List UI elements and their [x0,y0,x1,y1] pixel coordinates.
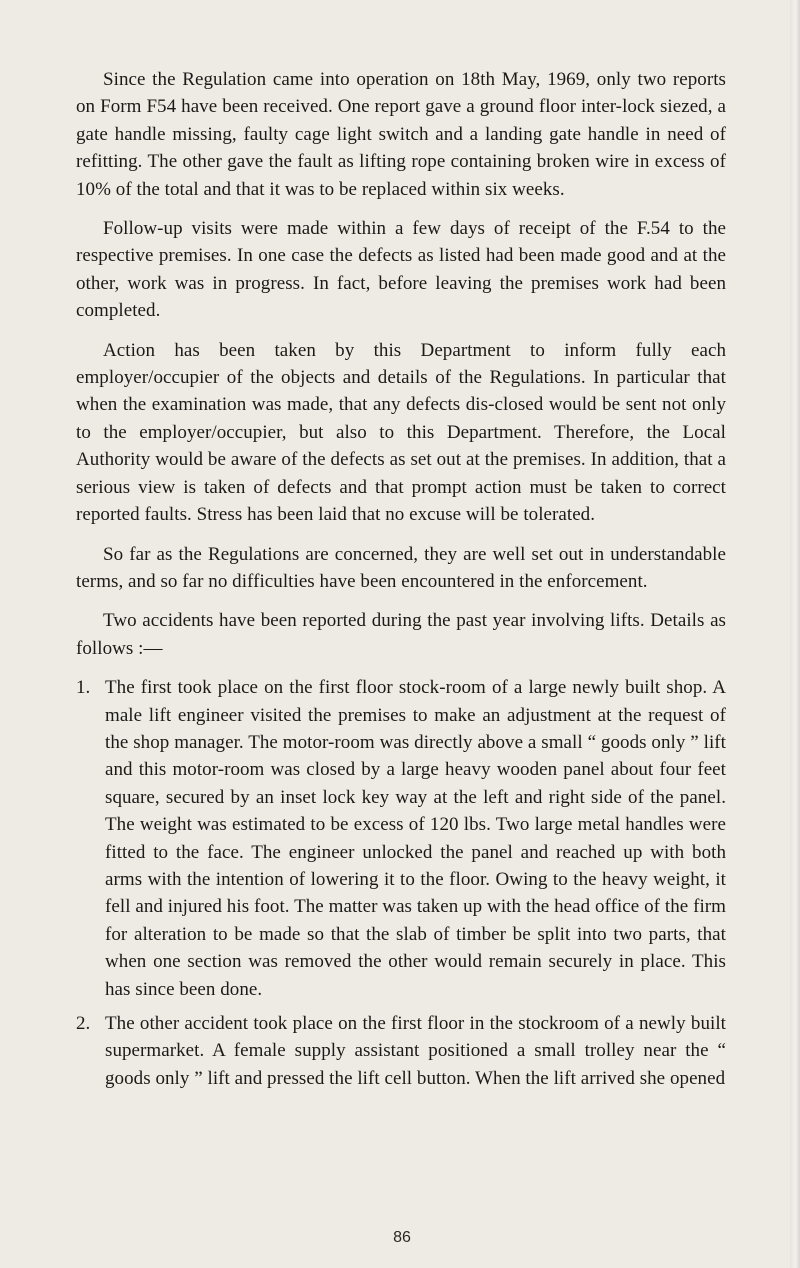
list-item-number: 1. [76,677,91,699]
accident-list [76,674,726,1092]
list-item-text: The other accident took place on the first floor in the stockroom of a newly built supermarket. A female supply assistant positioned a small trolley near the “ goods only ” lift and pressed the lift cell button. When the lift arrived she opened [105,1013,726,1089]
paragraph-follow-up-visits: Follow-up visits were made within a few days of receipt of the F.54 to the respective premises. In one case the defects as listed had been made good and at the other, work was in progress. In fact, before leaving the premises work had been completed. [76,218,726,322]
list-item-text: The first took place on the first floor stock-room of a large newly built shop. A male lift engineer visited the premises to make an adjustment at the request of the shop manager. The motor-room was directly above a small “ goods only ” lift and this motor-room was closed by a large heavy wooden panel about four feet square, secured by an inset lock key way at the left and right side of the panel. The weight was estimated to be excess of 120 lbs. Two large metal handles were fitted to the face. The engineer unlocked the panel and reached up with both arms with the intention of lowering it to the floor. Owing to the heavy weight, it fell and injured his foot. The matter was taken up with the head office of the firm for alteration to be made so that the slab of timber be split into two parts, that when one section was removed the other would remain securely in place. This has since been done. [105,677,726,1000]
paragraph-department-action: Action has been taken by this Department to inform fully each employer/occupier of the objects and details of the Regulations. In particular that when the examination was made, that any defects dis-closed would be sent not only to the employer/occupier, but also to this Department. Therefore, the Local Authority would be aware of the defects as set out at the premises. In addition, that a serious view is taken of defects and that prompt action must be taken to correct reported faults. Stress has been laid that no excuse will be tolerated. [76,339,726,526]
paragraph-form-f54-reports: Since the Regulation came into operation on 18th May, 1969, only two reports on Form F54 have been received. One report gave a ground floor inter-lock siezed, a gate handle missing, faulty cage light switch and a landing gate handle in need of refitting. The other gave the fault as lifting rope containing broken wire in excess of 10% of the total and that it was to be replaced within six weeks. [76,69,726,200]
paragraph-regulations-enforcement: So far as the Regulations are concerned, they are well set out in understandable terms, and so far no difficulties have been encountered in the enforcement. [76,543,726,592]
page-edge [790,0,800,1268]
list-item-number: 2. [76,1013,91,1034]
body-text [76,66,726,1099]
list-item [76,1010,726,1092]
paragraph-accidents-intro: Two accidents have been reported during the past year involving lifts. Details as follows :— [76,610,726,659]
list-item [76,674,726,1003]
page-number: 86 [393,1229,411,1246]
